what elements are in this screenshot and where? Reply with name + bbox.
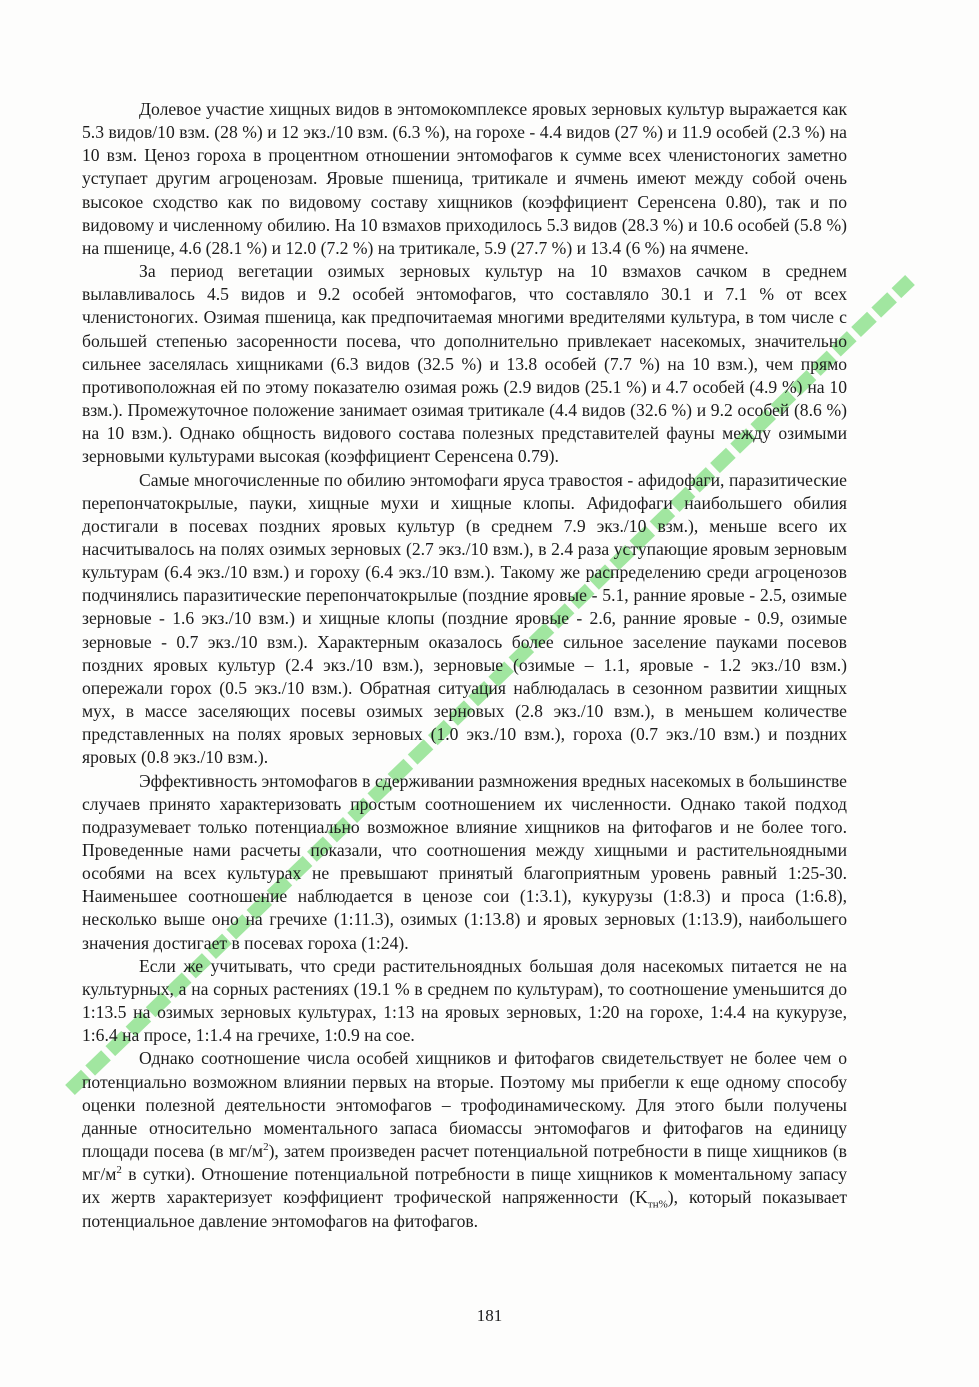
paragraph-3: Самые многочисленные по обилию энтомофаги яруса травостоя - афидофаги, паразитические перепончатокрылые, пауки, хищные мухи и хищные клопы. Афидофаги наибольшего обилия достигали в посевах поздних яровых культур (в среднем 7.9 экз./10 взм.), меньше всего их насчитывалось на полях озимых зерновых (2.7 экз./10 взм.), в 2.4 раза уступающие яровым зерновым культурам (6.4 экз./10 взм.) и гороху (6.4 экз./10 взм.). Такому же распределению среди агроценозов подчинялись паразитические перепончатокрылые (поздние яровые - 5.1, ранние яровые - 2.5, озимые зерновые - 1.6 экз./10 взм.) и хищные клопы (поздние яровые - 2.6, ранние яровые - 0.9, озимые зерновые - 0.7 экз./10 взм.). Характерным оказалось более сильное заселение пауками посевов поздних яровых культур (2.4 экз./10 взм.), зерновые (озимые – 1.1, яровые - 1.2 экз./10 взм.) опережали горох (0.5 экз./10 взм.). Обратная ситуация наблюдалась в сезонном развитии хищных мух, в массе заселяющих посевы озимых зерновых (2.8 экз./10 взм.), в меньшем количестве представленных на полях яровых зерновых (1.0 экз./10 взм.), гороха (0.7 экз./10 взм.) и поздних яровых (0.8 экз./10 взм.). [82,469,847,768]
body-text [82,98,847,1233]
paragraph-1: Долевое участие хищных видов в энтомокомплексе яровых зерновых культур выражается как 5.3 видов/10 взм. (28 %) и 12 экз./10 взм. (6.3 %), на горохе - 4.4 видов (27 %) и 11.9 особей (2.3 %) на 10 взм. Ценоз гороха в процентном отношении энтомофагов к сумме всех членистоногих заметно уступает другим агроценозам. Яровые пшеница, тритикале и ячмень имеют между собой очень высокое сходство как по видовому составу хищников (коэффициент Серенсена 0.80), так и по видовому и численному обилию. На 10 взмахов приходилось 5.3 видов (28.3 %) и 10.6 особей (5.8 %) на пшенице, 4.6 (28.1 %) и 12.0 (7.2 %) на тритикале, 5.9 (27.7 %) и 13.4 (6 %) на ячмене. [82,99,847,258]
paragraph-6-part-c: в сутки). Отношение потенциальной потребности в пище хищников к моментальному запасу их жертв характеризует коэффициент трофической напряженности (K [82,1164,847,1208]
paragraph-6-part-d: ), который показывает потенциальное давление энтомофагов на фитофагов. [82,1187,848,1231]
paragraph-4: Эффективность энтомофагов в сдерживании размножения вредных насекомых в большинстве случаев принято характеризовать простым соотношением их численности. Однако такой подход подразумевает только потенциально возможное влияние хищников на фитофагов и не более того. Проведенные нами расчеты показали, что соотношения между хищными и растительноядными особями на всех культурах не превышают принятый благоприятным уровень равный 1:25-30. Наименьшее соотношение наблюдается в ценозе сои (1:3.1), кукурузы (1:8.3) и проса (1:6.8), несколько выше оно на гречихе (1:11.3), озимых (1:13.8) и яровых зерновых (1:13.9), наибольшего значения достигает в посевах гороха (1:24). [82,770,847,953]
paragraph-6-part-a: Однако соотношение числа особей хищников и фитофагов свидетельствует не более чем о потенциально возможном влиянии первых на вторые. Поэтому мы прибегли к еще одному способу оценки полезной деятельности энтомофагов – трофодинамическому. Для этого были получены данные относительно моментального запаса биомассы энтомофагов и фитофагов на единицу площади посева (в мг/м [82,1048,847,1162]
subscript-tn: тн% [647,1198,668,1211]
superscript-2: 2 [116,1164,122,1177]
paragraph-6 [82,1047,847,1232]
superscript-2: 2 [263,1141,269,1154]
paragraph-2: За период вегетации озимых зерновых культур на 10 взмахов сачком в среднем вылавливалось 4.5 видов и 9.2 особей энтомофагов, что составляло 30.1 и 7.1 % от всех членистоногих. Озимая пшеница, как предпочитаемая многими вредителями культура, в том числе с большей степенью засоренности посева, что дополнительно привлекает насекомых, значительно сильнее заселялась хищниками (6.3 видов (32.5 %) и 13.8 особей (7.7 %) на 10 взм.), чем прямо противоположная ей по этому показателю озимая рожь (2.9 видов (25.1 %) и 4.7 особей (4.9 %) на 10 взм.). Промежуточное положение занимает озимая тритикале (4.4 видов (32.6 %) и 9.2 особей (8.6 %) на 10 взм.). Однако общность видового состава полезных представителей фауны между озимыми зерновыми культурами высокая (коэффициент Серенсена 0.79). [82,261,847,467]
paragraph-5: Если же учитывать, что среди растительноядных большая доля насекомых питается не на культурных, а на сорных растениях (19.1 % в среднем по культурам), то соотношение уменьшится до 1:13.5 на озимых зерновых культурах, 1:13 на яровых зерновых, 1:20 на горохе, 1:4.4 на кукурузе, 1:6.4 на просе, 1:1.4 на гречихе, 1:0.9 на сое. [82,955,847,1046]
paragraph-6-part-b: ), затем произведен расчет потенциальной потребности в пище хищников (в мг/м [82,1141,847,1185]
page-number: 181 [476,1306,503,1325]
